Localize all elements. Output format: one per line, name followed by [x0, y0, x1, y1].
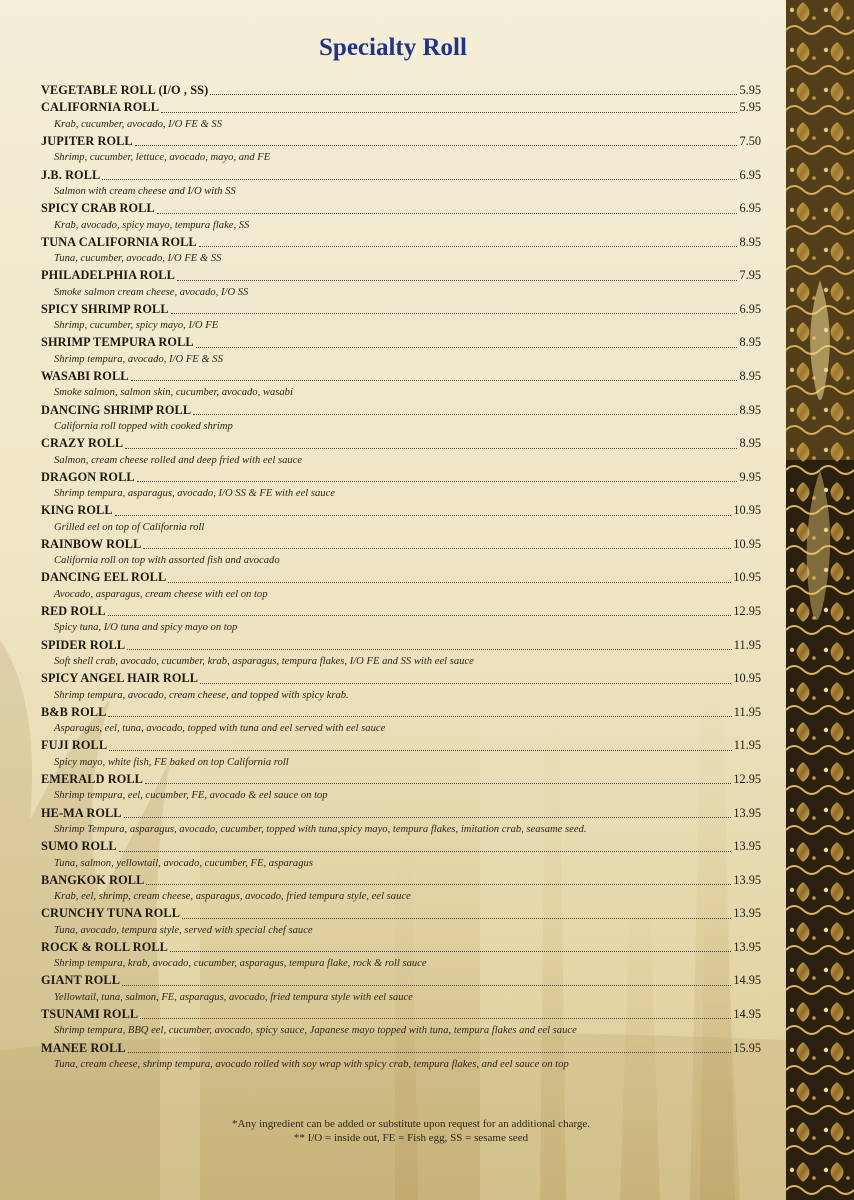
menu-item — [41, 637, 761, 671]
menu-item-row — [41, 334, 761, 351]
menu-item-price: 10.95 — [733, 503, 761, 518]
menu-item-row — [41, 167, 761, 184]
menu-item-name: RED ROLL — [41, 604, 106, 619]
dot-leader — [119, 850, 732, 852]
ornament-pattern-icon — [786, 0, 854, 1200]
dot-leader — [127, 648, 732, 650]
dot-leader — [171, 312, 738, 314]
menu-item-row — [41, 536, 761, 553]
menu-item-row — [41, 1006, 761, 1023]
menu-item-description: Tuna, cucumber, avocado, I/O FE & SS — [54, 253, 222, 265]
menu-item — [41, 200, 761, 234]
menu-item-name: BANGKOK ROLL — [41, 872, 145, 887]
menu-item-name: WASABI ROLL — [41, 369, 129, 384]
menu-item-price: 5.95 — [739, 100, 761, 115]
menu-item-price: 14.95 — [733, 1007, 761, 1021]
dot-leader — [125, 447, 737, 449]
dot-leader — [131, 379, 738, 381]
dot-leader — [143, 547, 731, 549]
menu-item-price: 7.95 — [739, 268, 761, 283]
footnote-line-1: *Any ingredient can be added or substitute upon request for an additional charge. — [231, 1118, 591, 1130]
dot-leader — [145, 782, 731, 784]
menu-item-description: Grilled eel on top of California roll — [54, 521, 205, 533]
menu-item-description: Krab, eel, shrimp, cream cheese, asparagus, avocado, fried tempura style, eel sauce — [54, 891, 411, 903]
menu-item-price: 13.95 — [733, 872, 761, 887]
menu-item-name: DANCING EEL ROLL — [41, 570, 167, 585]
dot-leader — [115, 514, 732, 516]
dot-leader — [177, 279, 738, 281]
menu-item-name: SPICY ANGEL HAIR ROLL — [41, 671, 199, 686]
menu-item — [41, 234, 761, 268]
menu-item-price: 11.95 — [733, 738, 761, 753]
dot-leader — [182, 917, 731, 919]
menu-item-name: SPICY CRAB ROLL — [41, 201, 155, 216]
menu-item — [41, 99, 761, 133]
menu-item-name: JUPITER ROLL — [41, 133, 133, 148]
menu-item-description: Smoke salmon, salmon skin, cucumber, avocado, wasabi — [54, 387, 293, 399]
menu-item — [41, 267, 761, 301]
menu-item-row — [41, 200, 761, 217]
menu-item — [41, 334, 761, 368]
menu-item-name: MANEE ROLL — [41, 1040, 126, 1055]
menu-item — [41, 972, 761, 1006]
menu-item-row — [41, 670, 761, 687]
menu-item — [41, 1006, 761, 1040]
menu-item — [41, 872, 761, 906]
menu-item-description: California roll topped with cooked shrimp — [54, 420, 233, 432]
menu-item-row — [41, 133, 761, 150]
dot-leader — [108, 614, 732, 616]
menu-item-price: 6.95 — [739, 167, 761, 182]
menu-item-name: RAINBOW ROLL — [41, 536, 142, 551]
decorative-gold-panel — [786, 0, 854, 1200]
menu-list — [41, 82, 761, 1073]
menu-item — [41, 368, 761, 402]
menu-item-price: 13.95 — [733, 939, 761, 954]
menu-item — [41, 402, 761, 436]
menu-item-price: 12.95 — [733, 604, 761, 619]
menu-item-name: VEGETABLE ROLL (I/O , SS) — [41, 83, 209, 97]
menu-item-row — [41, 972, 761, 989]
dot-leader — [108, 715, 731, 717]
menu-item-row — [41, 569, 761, 586]
menu-item-row — [41, 82, 761, 99]
menu-item-description: Tuna, cream cheese, shrimp tempura, avocado rolled with soy wrap with spicy crab, tempura flakes, and eel sauce on top — [54, 1058, 569, 1070]
menu-item-row — [41, 939, 761, 956]
menu-item-price: 8.95 — [739, 402, 761, 417]
menu-item-row — [41, 435, 761, 452]
menu-item-price: 7.50 — [739, 133, 761, 148]
menu-item-price: 8.95 — [739, 234, 761, 249]
dot-leader — [196, 346, 738, 348]
menu-item-row — [41, 99, 761, 116]
menu-item-price: 10.95 — [733, 671, 761, 686]
menu-item-name: TSUNAMI ROLL — [41, 1007, 139, 1021]
dot-leader — [210, 93, 737, 95]
menu-item-description: Shrimp tempura, avocado, cream cheese, and topped with spicy krab. — [54, 689, 349, 701]
menu-item-row — [41, 267, 761, 284]
menu-item-name: PHILADELPHIA ROLL — [41, 268, 175, 283]
dot-leader — [102, 178, 737, 180]
menu-item-price: 11.95 — [733, 704, 761, 719]
dot-leader — [146, 883, 731, 885]
dot-leader — [128, 1051, 732, 1053]
menu-item-row — [41, 301, 761, 318]
menu-item-price: 12.95 — [733, 771, 761, 786]
menu-item — [41, 670, 761, 704]
menu-item-price: 9.95 — [739, 469, 761, 484]
dot-leader — [193, 413, 737, 415]
menu-item-name: DRAGON ROLL — [41, 469, 135, 484]
menu-item-price: 11.95 — [733, 637, 761, 652]
menu-item-price: 13.95 — [733, 805, 761, 820]
menu-item-description: Shrimp tempura, krab, avocado, cucumber, asparagus, tempura flake, rock & roll sauce — [54, 958, 427, 970]
menu-item — [41, 737, 761, 771]
menu-item-price: 6.95 — [739, 301, 761, 316]
menu-item-description: Spicy tuna, I/O tuna and spicy mayo on top — [54, 622, 238, 634]
menu-item-description: Tuna, salmon, yellowtail, avocado, cucumber, FE, asparagus — [54, 857, 313, 869]
menu-item-price: 8.95 — [739, 335, 761, 350]
menu-item-name: B&B ROLL — [41, 704, 107, 719]
dot-leader — [122, 984, 731, 986]
menu-item-description: Soft shell crab, avocado, cucumber, krab, asparagus, tempura flakes, I/O FE and SS with eel sauce — [54, 656, 474, 668]
menu-item — [41, 301, 761, 335]
menu-item-price: 10.95 — [733, 570, 761, 585]
menu-item — [41, 569, 761, 603]
menu-item-name: CALIFORNIA ROLL — [41, 100, 159, 115]
menu-item-name: EMERALD ROLL — [41, 771, 143, 786]
menu-item-price: 15.95 — [733, 1040, 761, 1055]
menu-item-name: TUNA CALIFORNIA ROLL — [41, 234, 197, 249]
dot-leader — [135, 144, 738, 146]
menu-item-description: Asparagus, eel, tuna, avocado, topped with tuna and eel served with eel sauce — [54, 723, 386, 735]
menu-item — [41, 603, 761, 637]
menu-item-price: 8.95 — [739, 436, 761, 451]
footnote-line-2: ** I/O = inside out, FE = Fish egg, SS = sesame seed — [293, 1132, 529, 1144]
dot-leader — [137, 480, 738, 482]
menu-item-description: Shrimp tempura, asparagus, avocado, I/O SS & FE with eel sauce — [54, 488, 335, 500]
menu-item-row — [41, 637, 761, 654]
menu-item-row — [41, 872, 761, 889]
menu-item-name: FUJI ROLL — [41, 738, 108, 753]
menu-item-description: Avocado, asparagus, cream cheese with eel on top — [54, 588, 268, 600]
menu-item-name: SPIDER ROLL — [41, 637, 126, 652]
menu-item — [41, 536, 761, 570]
menu-item-price: 13.95 — [733, 906, 761, 921]
footnote — [0, 1117, 786, 1145]
menu-item-price: 5.95 — [739, 83, 761, 97]
menu-item — [41, 435, 761, 469]
menu-item — [41, 167, 761, 201]
menu-item-price: 10.95 — [733, 536, 761, 551]
menu-item-name: SPICY SHRIMP ROLL — [41, 301, 169, 316]
menu-item-name: GIANT ROLL — [41, 973, 121, 988]
dot-leader — [140, 1017, 731, 1019]
menu-item-description: Shrimp, cucumber, lettuce, avocado, mayo, and FE — [54, 152, 271, 164]
menu-item-name: SHRIMP TEMPURA ROLL — [41, 335, 194, 350]
dot-leader — [200, 682, 731, 684]
menu-item-row — [41, 469, 761, 486]
menu-item-description: Shrimp tempura, BBQ eel, cucumber, avocado, spicy sauce, Japanese mayo topped with tuna, tempura flakes and eel sauce — [54, 1025, 577, 1037]
menu-item-description: Yellowtail, tuna, salmon, FE, asparagus, avocado, fried tempura style with eel sauce — [54, 991, 413, 1003]
menu-item-name: KING ROLL — [41, 503, 113, 518]
menu-item — [41, 502, 761, 536]
menu-item — [41, 905, 761, 939]
menu-item-row — [41, 1040, 761, 1057]
menu-item-row — [41, 368, 761, 385]
menu-item — [41, 82, 761, 99]
menu-item-description: Spicy mayo, white fish, FE baked on top California roll — [54, 756, 289, 768]
dot-leader — [124, 816, 732, 818]
menu-item-price: 14.95 — [733, 973, 761, 988]
menu-item-name: DANCING SHRIMP ROLL — [41, 402, 192, 417]
menu-item-description: Krab, avocado, spicy mayo, tempura flake, SS — [54, 219, 250, 231]
dot-leader — [161, 111, 737, 113]
menu-item-description: Smoke salmon cream cheese, avocado, I/O SS — [54, 286, 249, 298]
menu-item-price: 6.95 — [739, 201, 761, 216]
menu-item-description: Shrimp, cucumber, spicy mayo, I/O FE — [54, 320, 219, 332]
menu-item-row — [41, 234, 761, 251]
menu-item-description: Shrimp tempura, eel, cucumber, FE, avocado & eel sauce on top — [54, 790, 328, 802]
menu-item-row — [41, 805, 761, 822]
dot-leader — [168, 581, 731, 583]
dot-leader — [109, 749, 732, 751]
menu-item-row — [41, 771, 761, 788]
menu-item-row — [41, 737, 761, 754]
menu-item-description: Salmon, cream cheese rolled and deep fried with eel sauce — [54, 454, 303, 466]
menu-item-row — [41, 838, 761, 855]
menu-item-row — [41, 603, 761, 620]
menu-item-name: CRUNCHY TUNA ROLL — [41, 906, 181, 921]
menu-item-description: Salmon with cream cheese and I/O with SS — [54, 185, 236, 197]
menu-item-name: CRAZY ROLL — [41, 436, 124, 451]
menu-item-description: Shrimp tempura, avocado, I/O FE & SS — [54, 353, 223, 365]
menu-item — [41, 939, 761, 973]
dot-leader — [170, 950, 731, 952]
menu-item-price: 13.95 — [733, 839, 761, 854]
menu-item-row — [41, 704, 761, 721]
menu-item-price: 8.95 — [739, 369, 761, 384]
menu-item-description: Tuna, avocado, tempura style, served with special chef sauce — [54, 924, 313, 936]
menu-item — [41, 1040, 761, 1074]
menu-item-description: California roll on top with assorted fish and avocado — [54, 555, 280, 567]
menu-item-description: Shrimp Tempura, asparagus, avocado, cucumber, topped with tuna,spicy mayo, tempura flakes, imitation crab, seasame seed. — [54, 823, 587, 835]
menu-item-description: Krab, cucumber, avocado, I/O FE & SS — [54, 118, 222, 130]
menu-item-name: J.B. ROLL — [41, 167, 101, 182]
menu-item — [41, 469, 761, 503]
menu-item-name: HE-MA ROLL — [41, 805, 122, 820]
menu-item — [41, 133, 761, 167]
menu-item-row — [41, 905, 761, 922]
menu-item — [41, 771, 761, 805]
page-title: Specialty Roll — [319, 34, 467, 61]
menu-item-row — [41, 502, 761, 519]
menu-item — [41, 838, 761, 872]
dot-leader — [157, 212, 738, 214]
menu-item — [41, 704, 761, 738]
menu-item — [41, 805, 761, 839]
menu-item-name: SUMO ROLL — [41, 839, 117, 854]
menu-item-row — [41, 402, 761, 419]
dot-leader — [199, 245, 738, 247]
menu-item-name: ROCK & ROLL ROLL — [41, 939, 168, 954]
